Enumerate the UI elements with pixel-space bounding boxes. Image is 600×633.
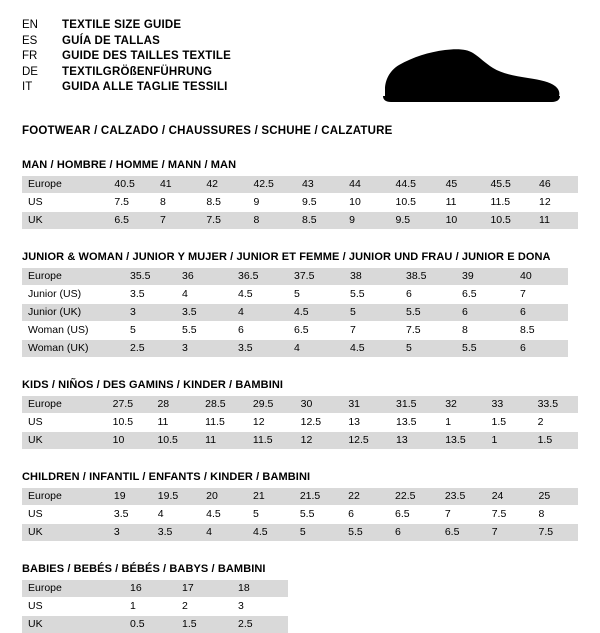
row-label: US xyxy=(22,414,107,432)
table-row xyxy=(22,432,578,450)
size-cell: 35.5 xyxy=(124,268,176,286)
size-cell: 2.5 xyxy=(124,340,176,358)
size-cell: 10 xyxy=(440,212,485,230)
size-cell: 13.5 xyxy=(439,432,485,450)
language-title: TEXTILGRÖßENFÜHRUNG xyxy=(62,65,231,81)
size-cell: 29.5 xyxy=(247,396,295,414)
size-cell: 28 xyxy=(151,396,199,414)
table-row xyxy=(22,322,568,340)
row-label: US xyxy=(22,194,108,212)
language-title: GUIDE DES TAILLES TEXTILE xyxy=(62,49,231,65)
size-cell: 42.5 xyxy=(247,176,296,194)
size-cell: 11.5 xyxy=(247,432,295,450)
size-cell: 3.5 xyxy=(152,524,200,542)
row-label: UK xyxy=(22,212,108,230)
size-cell: 8 xyxy=(533,506,578,524)
size-cell: 12.5 xyxy=(295,414,343,432)
size-cell: 41 xyxy=(154,176,200,194)
size-cell: 5 xyxy=(294,524,342,542)
size-cell: 31 xyxy=(342,396,390,414)
size-cell: 6.5 xyxy=(456,286,514,304)
section-title: CHILDREN / INFANTIL / ENFANTS / KINDER / BAMBINI xyxy=(22,471,578,487)
size-cell: 6.5 xyxy=(389,506,439,524)
table-row xyxy=(22,488,578,506)
size-cell: 6.5 xyxy=(108,212,154,230)
size-cell: 9.5 xyxy=(296,194,343,212)
size-cell: 11.5 xyxy=(484,194,533,212)
size-cell: 33.5 xyxy=(532,396,578,414)
size-cell: 7.5 xyxy=(486,506,533,524)
size-cell: 33 xyxy=(486,396,532,414)
size-cell: 23.5 xyxy=(439,488,486,506)
size-cell: 8.5 xyxy=(200,194,247,212)
size-cell: 21.5 xyxy=(294,488,342,506)
size-cell: 6 xyxy=(514,304,568,322)
size-cell: 3.5 xyxy=(108,506,152,524)
size-table xyxy=(22,487,578,541)
language-title: GUIDA ALLE TAGLIE TESSILI xyxy=(62,80,231,96)
size-cell: 5.5 xyxy=(176,322,232,340)
size-section xyxy=(22,251,578,357)
size-cell: 1 xyxy=(439,414,485,432)
table-row xyxy=(22,194,578,212)
size-cell: 12 xyxy=(295,432,343,450)
size-cell: 8.5 xyxy=(296,212,343,230)
size-cell: 5 xyxy=(288,286,344,304)
row-label: Europe xyxy=(22,396,107,414)
size-cell: 6 xyxy=(456,304,514,322)
size-cell: 45 xyxy=(440,176,485,194)
size-cell: 38.5 xyxy=(400,268,456,286)
table-row xyxy=(22,580,288,598)
row-label: Woman (US) xyxy=(22,322,124,340)
size-cell: 2 xyxy=(176,598,232,616)
size-section xyxy=(22,159,578,229)
size-cell: 5.5 xyxy=(344,286,400,304)
size-cell: 10.5 xyxy=(484,212,533,230)
table-row xyxy=(22,212,578,230)
size-cell: 10 xyxy=(107,432,152,450)
size-cell: 4.5 xyxy=(344,340,400,358)
size-cell: 9 xyxy=(247,194,296,212)
row-label: Europe xyxy=(22,268,124,286)
size-cell: 25 xyxy=(533,488,578,506)
size-cell: 2 xyxy=(532,414,578,432)
language-code: DE xyxy=(22,65,62,81)
row-label: Junior (UK) xyxy=(22,304,124,322)
size-cell: 19.5 xyxy=(152,488,200,506)
size-cell: 13 xyxy=(342,414,390,432)
size-cell: 44 xyxy=(343,176,389,194)
size-cell: 5.5 xyxy=(400,304,456,322)
size-cell: 5.5 xyxy=(342,524,389,542)
table-row xyxy=(22,616,288,633)
language-code: ES xyxy=(22,34,62,50)
size-cell: 6.5 xyxy=(288,322,344,340)
size-cell: 11 xyxy=(199,432,247,450)
size-table xyxy=(22,267,568,357)
size-cell: 9.5 xyxy=(390,212,440,230)
size-cell: 3 xyxy=(124,304,176,322)
size-cell: 32 xyxy=(439,396,485,414)
size-cell: 21 xyxy=(247,488,294,506)
size-cell: 3 xyxy=(232,598,288,616)
size-cell: 27.5 xyxy=(107,396,152,414)
size-cell: 4.5 xyxy=(232,286,288,304)
size-cell: 0.5 xyxy=(124,616,176,633)
language-title-list xyxy=(22,18,231,96)
table-row xyxy=(22,414,578,432)
size-cell: 8 xyxy=(456,322,514,340)
size-cell: 3.5 xyxy=(176,304,232,322)
size-cell: 40.5 xyxy=(108,176,154,194)
size-table xyxy=(22,579,288,633)
size-cell: 9 xyxy=(343,212,389,230)
language-code: FR xyxy=(22,49,62,65)
size-cell: 4 xyxy=(288,340,344,358)
row-label: Europe xyxy=(22,580,124,598)
language-row xyxy=(22,65,231,81)
size-cell: 7 xyxy=(514,286,568,304)
size-cell: 1 xyxy=(124,598,176,616)
size-cell: 4 xyxy=(232,304,288,322)
size-table xyxy=(22,395,578,449)
size-cell: 7.5 xyxy=(533,524,578,542)
language-title: GUÍA DE TALLAS xyxy=(62,34,231,50)
size-cell: 20 xyxy=(200,488,247,506)
table-row xyxy=(22,340,568,358)
size-cell: 10 xyxy=(343,194,389,212)
size-cell: 6 xyxy=(389,524,439,542)
section-title: BABIES / BEBÉS / BÉBÉS / BABYS / BAMBINI xyxy=(22,563,578,579)
size-cell: 12.5 xyxy=(342,432,390,450)
size-cell: 5 xyxy=(124,322,176,340)
size-cell: 7.5 xyxy=(108,194,154,212)
size-cell: 40 xyxy=(514,268,568,286)
size-cell: 3.5 xyxy=(232,340,288,358)
row-label: US xyxy=(22,598,124,616)
size-cell: 11 xyxy=(440,194,485,212)
dress-shoe-icon xyxy=(368,32,568,112)
size-cell: 12 xyxy=(247,414,295,432)
size-cell: 42 xyxy=(200,176,247,194)
size-cell: 7 xyxy=(154,212,200,230)
size-cell: 5 xyxy=(247,506,294,524)
size-cell: 28.5 xyxy=(199,396,247,414)
size-cell: 30 xyxy=(295,396,343,414)
language-code: EN xyxy=(22,18,62,34)
size-cell: 24 xyxy=(486,488,533,506)
size-section xyxy=(22,563,578,633)
size-cell: 13 xyxy=(390,432,439,450)
page-header xyxy=(22,18,578,112)
size-cell: 7.5 xyxy=(200,212,247,230)
size-cell: 2.5 xyxy=(232,616,288,633)
size-cell: 37.5 xyxy=(288,268,344,286)
size-cell: 5.5 xyxy=(456,340,514,358)
size-cell: 3 xyxy=(108,524,152,542)
row-label: UK xyxy=(22,432,107,450)
language-code: IT xyxy=(22,80,62,96)
size-cell: 17 xyxy=(176,580,232,598)
size-cell: 6 xyxy=(232,322,288,340)
size-section xyxy=(22,471,578,541)
size-cell: 18 xyxy=(232,580,288,598)
size-tables-container xyxy=(22,159,578,633)
size-cell: 1 xyxy=(486,432,532,450)
size-cell: 8 xyxy=(154,194,200,212)
size-cell: 6 xyxy=(400,286,456,304)
size-cell: 31.5 xyxy=(390,396,439,414)
size-cell: 36.5 xyxy=(232,268,288,286)
size-cell: 5.5 xyxy=(294,506,342,524)
row-label: Europe xyxy=(22,488,108,506)
size-section xyxy=(22,379,578,449)
size-table xyxy=(22,175,578,229)
size-cell: 36 xyxy=(176,268,232,286)
section-title: MAN / HOMBRE / HOMME / MANN / MAN xyxy=(22,159,578,175)
table-row xyxy=(22,506,578,524)
table-row xyxy=(22,396,578,414)
language-row xyxy=(22,34,231,50)
table-row xyxy=(22,268,568,286)
size-cell: 43 xyxy=(296,176,343,194)
row-label: Woman (UK) xyxy=(22,340,124,358)
footwear-heading: FOOTWEAR / CALZADO / CHAUSSURES / SCHUHE / CALZATURE xyxy=(22,125,578,137)
size-cell: 7 xyxy=(439,506,486,524)
size-cell: 16 xyxy=(124,580,176,598)
size-cell: 4.5 xyxy=(288,304,344,322)
row-label: Junior (US) xyxy=(22,286,124,304)
row-label: Europe xyxy=(22,176,108,194)
size-cell: 6.5 xyxy=(439,524,486,542)
size-cell: 7.5 xyxy=(400,322,456,340)
table-row xyxy=(22,598,288,616)
language-title: TEXTILE SIZE GUIDE xyxy=(62,18,231,34)
size-cell: 12 xyxy=(533,194,578,212)
section-title: JUNIOR & WOMAN / JUNIOR Y MUJER / JUNIOR ET FEMME / JUNIOR UND FRAU / JUNIOR E DONA xyxy=(22,251,578,267)
size-cell: 1.5 xyxy=(532,432,578,450)
size-cell: 46 xyxy=(533,176,578,194)
row-label: UK xyxy=(22,616,124,633)
size-cell: 11 xyxy=(151,414,199,432)
size-cell: 4 xyxy=(200,524,247,542)
row-label: US xyxy=(22,506,108,524)
language-row xyxy=(22,49,231,65)
size-cell: 5 xyxy=(400,340,456,358)
size-cell: 22.5 xyxy=(389,488,439,506)
size-cell: 19 xyxy=(108,488,152,506)
size-cell: 39 xyxy=(456,268,514,286)
language-row xyxy=(22,80,231,96)
size-cell: 44.5 xyxy=(390,176,440,194)
size-cell: 10.5 xyxy=(390,194,440,212)
size-cell: 7 xyxy=(344,322,400,340)
table-row xyxy=(22,524,578,542)
size-cell: 38 xyxy=(344,268,400,286)
size-cell: 7 xyxy=(486,524,533,542)
size-cell: 8.5 xyxy=(514,322,568,340)
table-row xyxy=(22,176,578,194)
size-cell: 11 xyxy=(533,212,578,230)
size-cell: 5 xyxy=(344,304,400,322)
size-cell: 3.5 xyxy=(124,286,176,304)
section-title: KIDS / NIÑOS / DES GAMINS / KINDER / BAMBINI xyxy=(22,379,578,395)
size-cell: 10.5 xyxy=(107,414,152,432)
size-cell: 45.5 xyxy=(484,176,533,194)
row-label: UK xyxy=(22,524,108,542)
size-cell: 13.5 xyxy=(390,414,439,432)
size-cell: 11.5 xyxy=(199,414,247,432)
size-cell: 6 xyxy=(514,340,568,358)
table-row xyxy=(22,286,568,304)
size-cell: 8 xyxy=(247,212,296,230)
size-cell: 4 xyxy=(176,286,232,304)
size-cell: 4 xyxy=(152,506,200,524)
size-cell: 22 xyxy=(342,488,389,506)
size-cell: 4.5 xyxy=(200,506,247,524)
language-row xyxy=(22,18,231,34)
size-cell: 1.5 xyxy=(176,616,232,633)
table-row xyxy=(22,304,568,322)
size-cell: 1.5 xyxy=(486,414,532,432)
size-cell: 4.5 xyxy=(247,524,294,542)
size-cell: 10.5 xyxy=(151,432,199,450)
size-cell: 6 xyxy=(342,506,389,524)
size-cell: 3 xyxy=(176,340,232,358)
